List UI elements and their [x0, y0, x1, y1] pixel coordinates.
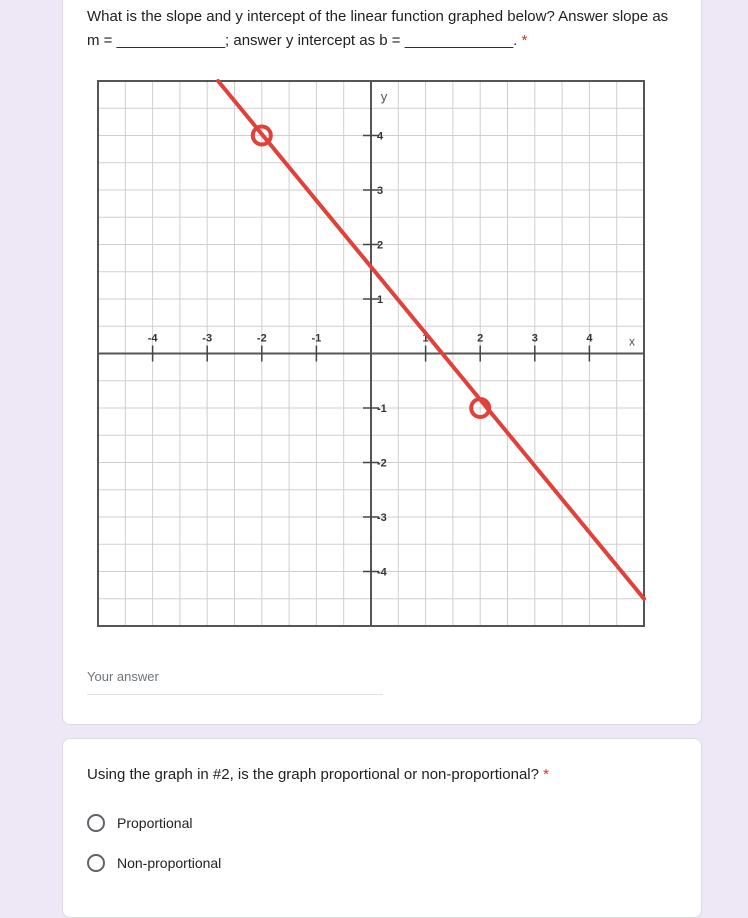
question-2-text: Using the graph in #2, is the graph proportional or non-proportional?: [87, 766, 539, 783]
option-label: Non-proportional: [117, 855, 222, 871]
x-axis-label: x: [629, 334, 635, 349]
y-tick-label: -3: [377, 512, 387, 524]
graph-background: [87, 61, 662, 641]
x-tick-label: -1: [311, 332, 322, 345]
question-card-2: [62, 738, 702, 918]
y-tick-label: -2: [377, 457, 387, 470]
y-tick-label: 2: [377, 239, 384, 252]
y-tick-label: -4: [377, 566, 387, 579]
answer-input[interactable]: [87, 667, 383, 695]
question-1-text: What is the slope and y intercept of the linear function graphed below? Answer slope as m = _____________; answer y intercept as b = _____________.: [87, 8, 669, 49]
question-2-title: [87, 763, 677, 787]
option-proportional[interactable]: [87, 811, 193, 835]
option-label: Proportional: [117, 815, 193, 831]
option-non-proportional[interactable]: [87, 851, 221, 875]
y-tick-label: 3: [377, 185, 384, 197]
y-tick-label: 4: [377, 130, 384, 143]
x-tick-label: -2: [256, 332, 267, 345]
x-tick-label: 1: [422, 332, 429, 345]
y-tick-label: -1: [377, 403, 387, 415]
x-tick-label: 2: [477, 332, 484, 345]
required-marker: *: [543, 766, 549, 783]
graph-image: [87, 61, 662, 641]
x-tick-label: -4: [147, 332, 158, 345]
x-tick-label: 4: [586, 332, 593, 345]
y-axis-label: y: [380, 89, 388, 104]
question-1-title: [87, 5, 677, 53]
answer-placeholder: Your answer: [87, 669, 159, 684]
y-tick-label: 1: [377, 294, 384, 306]
x-tick-label: 3: [531, 332, 538, 345]
line-graph: [87, 61, 662, 641]
question-card-1: [62, 0, 702, 725]
required-marker: *: [521, 32, 528, 49]
radio-button[interactable]: [87, 814, 105, 832]
x-tick-label: -3: [202, 332, 213, 345]
radio-button[interactable]: [87, 854, 105, 872]
